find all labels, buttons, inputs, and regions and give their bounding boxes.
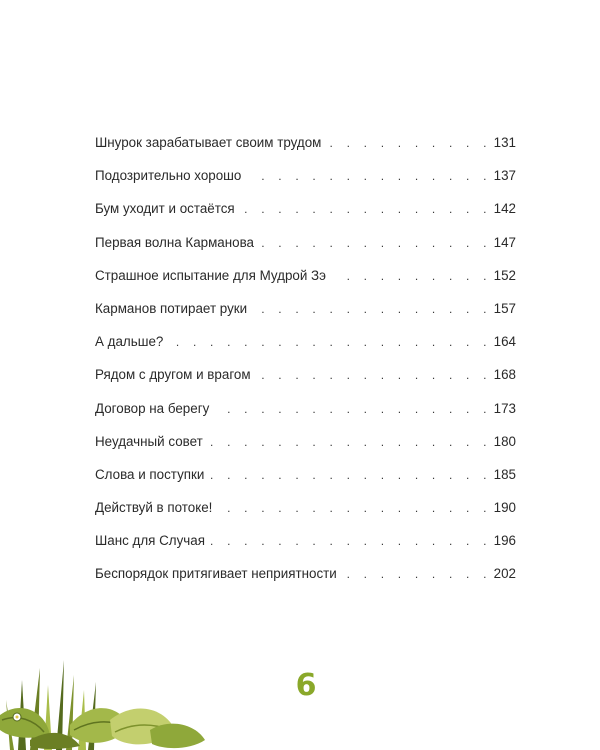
table-of-contents [95,135,516,600]
toc-entry-page: 142 [493,201,516,217]
toc-entry-title: Карманов потирает руки [95,300,248,316]
toc-leader-dots [260,236,492,250]
toc-entry[interactable] [95,367,516,400]
toc-leader-dots [241,202,492,216]
toc-leader-dots [169,335,491,349]
toc-entry-page: 196 [493,533,516,549]
small-flower-icon [13,713,21,721]
toc-entry-title: Подозрительно хорошо [95,168,242,184]
toc-entry-title: Неудачный совет [95,433,203,449]
toc-entry[interactable] [95,467,516,500]
toc-leader-dots [332,269,492,283]
toc-leader-dots [257,368,492,382]
toc-entry-page: 147 [493,234,516,250]
toc-entry[interactable] [95,268,516,301]
toc-leader-dots [327,136,491,150]
toc-entry-title: Первая волна Карманова [95,234,254,250]
toc-entry[interactable] [95,235,516,268]
toc-entry-page: 185 [493,466,516,482]
toc-entry[interactable] [95,401,516,434]
toc-entry-page: 131 [493,135,516,150]
toc-entry-title: Договор на берегу [95,400,210,416]
toc-entry[interactable] [95,533,516,566]
toc-entry[interactable] [95,500,516,533]
toc-entry-title: Рядом с другом и врагом [95,367,251,383]
toc-entry[interactable] [95,201,516,234]
toc-entry-title: Бум уходит и остаётся [95,201,235,217]
grass-leaves-icon [0,640,215,750]
toc-entry-title: Шнурок зарабатывает своим трудом [95,135,322,150]
toc-leader-dots [215,402,491,416]
toc-entry-page: 190 [493,500,516,516]
toc-entry-title: Шанс для Случая [95,533,205,549]
toc-leader-dots [247,169,491,183]
leaves [0,708,205,749]
toc-entry[interactable] [95,168,516,201]
toc-entry-page: 168 [493,367,516,383]
toc-leader-dots [211,534,492,548]
page-number: 6 [295,668,317,703]
toc-leader-dots [343,567,492,581]
toc-leader-dots [210,468,491,482]
toc-leader-dots [209,435,492,449]
toc-entry-page: 137 [493,168,516,184]
toc-entry[interactable] [95,434,516,467]
toc-entry-page: 157 [493,300,516,316]
toc-entry-page: 180 [493,433,516,449]
toc-entry-title: Действуй в потоке! [95,500,213,516]
toc-entry-title: Страшное испытание для Мудрой Зэ [95,267,326,283]
toc-entry[interactable] [95,566,516,599]
toc-entry-page: 164 [493,334,516,350]
toc-entry-title: Беспорядок притягивает неприятности [95,566,337,582]
toc-leader-dots [218,501,491,515]
toc-entry-page: 152 [493,267,516,283]
toc-entry[interactable] [95,135,516,168]
toc-entry-title: А дальше? [95,334,164,350]
toc-entry[interactable] [95,334,516,367]
toc-entry[interactable] [95,301,516,334]
toc-entry-page: 173 [493,400,516,416]
toc-entry-page: 202 [493,566,516,582]
toc-entry-title: Слова и поступки [95,466,205,482]
toc-leader-dots [253,302,492,316]
